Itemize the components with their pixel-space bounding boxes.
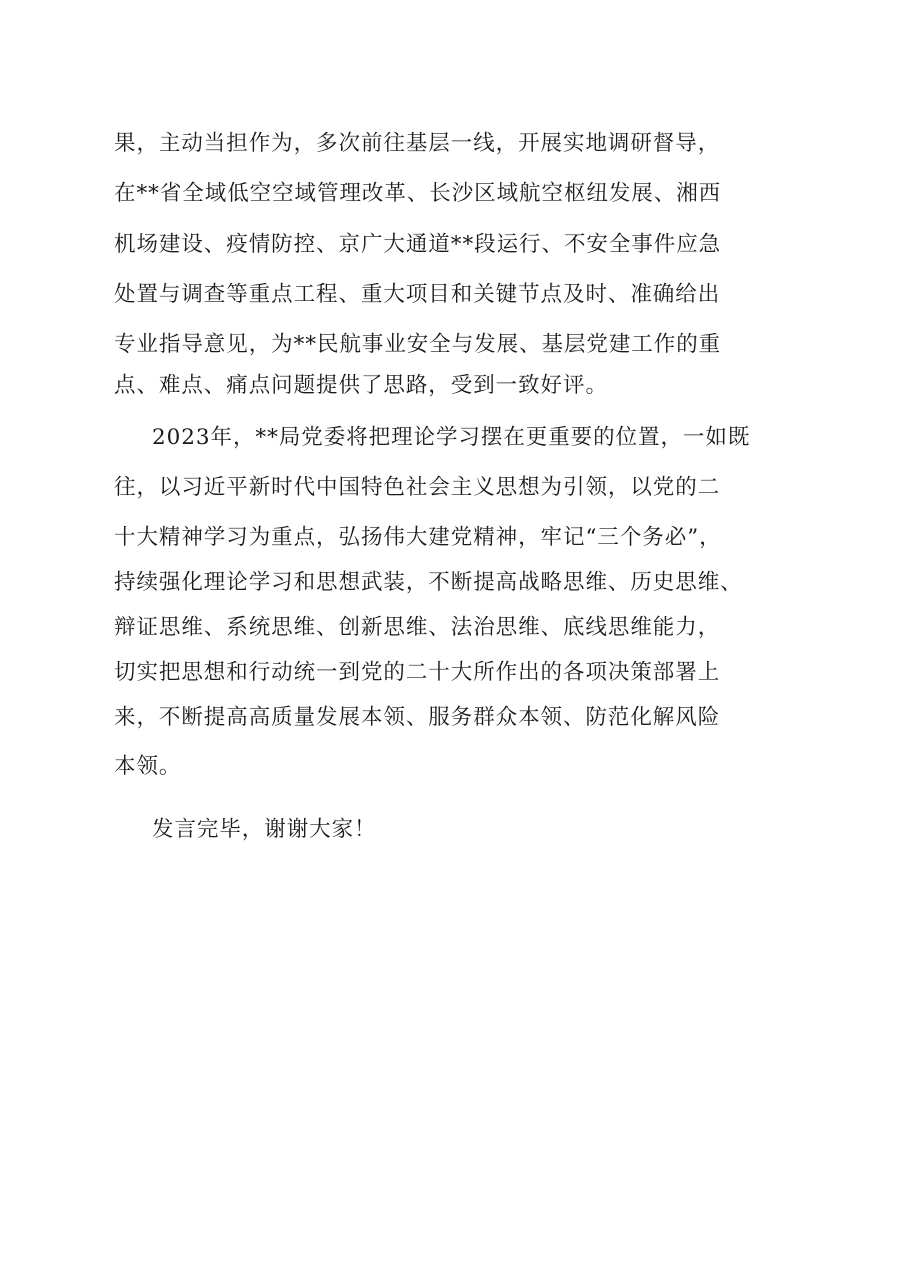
- text-line: 辩证思维、系统思维、创新思维、法治思维、底线思维能力，: [114, 615, 721, 640]
- text-line: 往，以习近平新时代中国特色社会主义思想为引领，以党的二: [114, 475, 721, 500]
- text-line: 果，主动当担作为，多次前往基层一线，开展实地调研督导，: [114, 131, 721, 156]
- text-line: 专业指导意见，为**民航事业安全与发展、基层党建工作的重: [114, 332, 722, 357]
- text-line: 在**省全域低空空域管理改革、长沙区域航空枢纽发展、湘西: [114, 181, 722, 206]
- text-line: 切实把思想和行动统一到党的二十大所作出的各项决策部署上: [114, 660, 721, 685]
- text-line: 本领。: [114, 754, 182, 779]
- closing-line: 发言完毕，谢谢大家！: [152, 817, 377, 842]
- text-line: 持续强化理论学习和思想武装，不断提高战略思维、历史思维、: [114, 570, 743, 595]
- text-line: 点、难点、痛点问题提供了思路，受到一致好评。: [114, 373, 608, 398]
- text-line: 十大精神学习为重点，弘扬伟大建党精神，牢记“三个务必”，: [114, 525, 722, 550]
- text-line: 来，不断提高高质量发展本领、服务群众本领、防范化解风险: [114, 705, 721, 730]
- text-line: 处置与调查等重点工程、重大项目和关键节点及时、准确给出: [114, 282, 721, 307]
- text-line: 2023年，**局党委将把理论学习摆在更重要的位置，一如既: [152, 425, 751, 450]
- text-line: 机场建设、疫情防控、京广大通道**段运行、不安全事件应急: [114, 232, 722, 257]
